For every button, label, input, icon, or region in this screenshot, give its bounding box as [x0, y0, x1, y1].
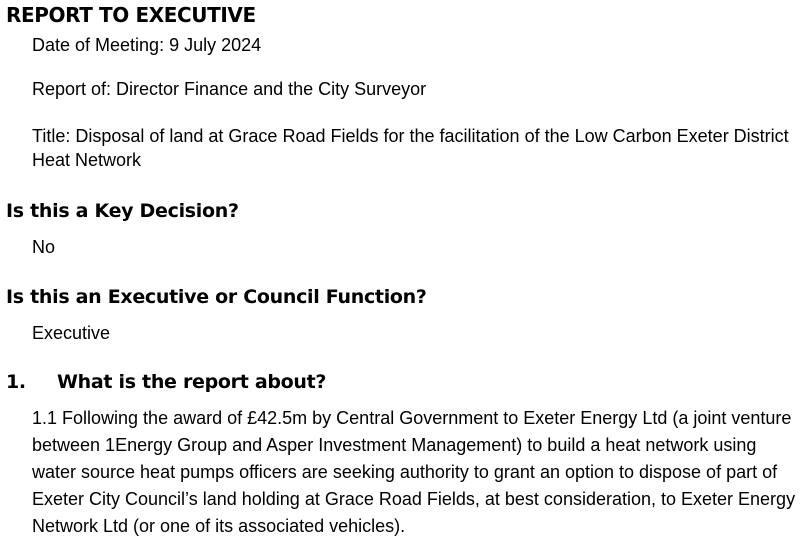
report-of: Report of: Director Finance and the City Surveyor	[32, 79, 427, 99]
key-decision-heading: Is this a Key Decision?	[6, 200, 239, 222]
function-heading: Is this an Executive or Council Function?	[6, 286, 427, 308]
function-answer: Executive	[32, 323, 111, 343]
section-1-heading	[6, 368, 326, 396]
report-title: Title: Disposal of land at Grace Road Fields for the facilitation of the Low Carbon Exeter District Heat Network	[32, 126, 789, 170]
section-title: What is the report about?	[57, 371, 327, 393]
report-heading: REPORT TO EXECUTIVE	[6, 3, 256, 27]
section-1-paragraph: 1.1 Following the award of £42.5m by Central Government to Exeter Energy Ltd (a joint venture between 1Energy Group and Asper Investment Management) to build a heat network using water source heat pumps officers are seeking authority to grant an option to dispose of part of Exeter City Council’s land holding at Grace Road Fields, at best consideration, to Exeter Energy Network Ltd (or one of its associated vehicles).	[32, 408, 796, 536]
section-number: 1.	[6, 371, 26, 393]
key-decision-answer: No	[32, 237, 56, 257]
meeting-date: Date of Meeting: 9 July 2024	[32, 35, 262, 55]
